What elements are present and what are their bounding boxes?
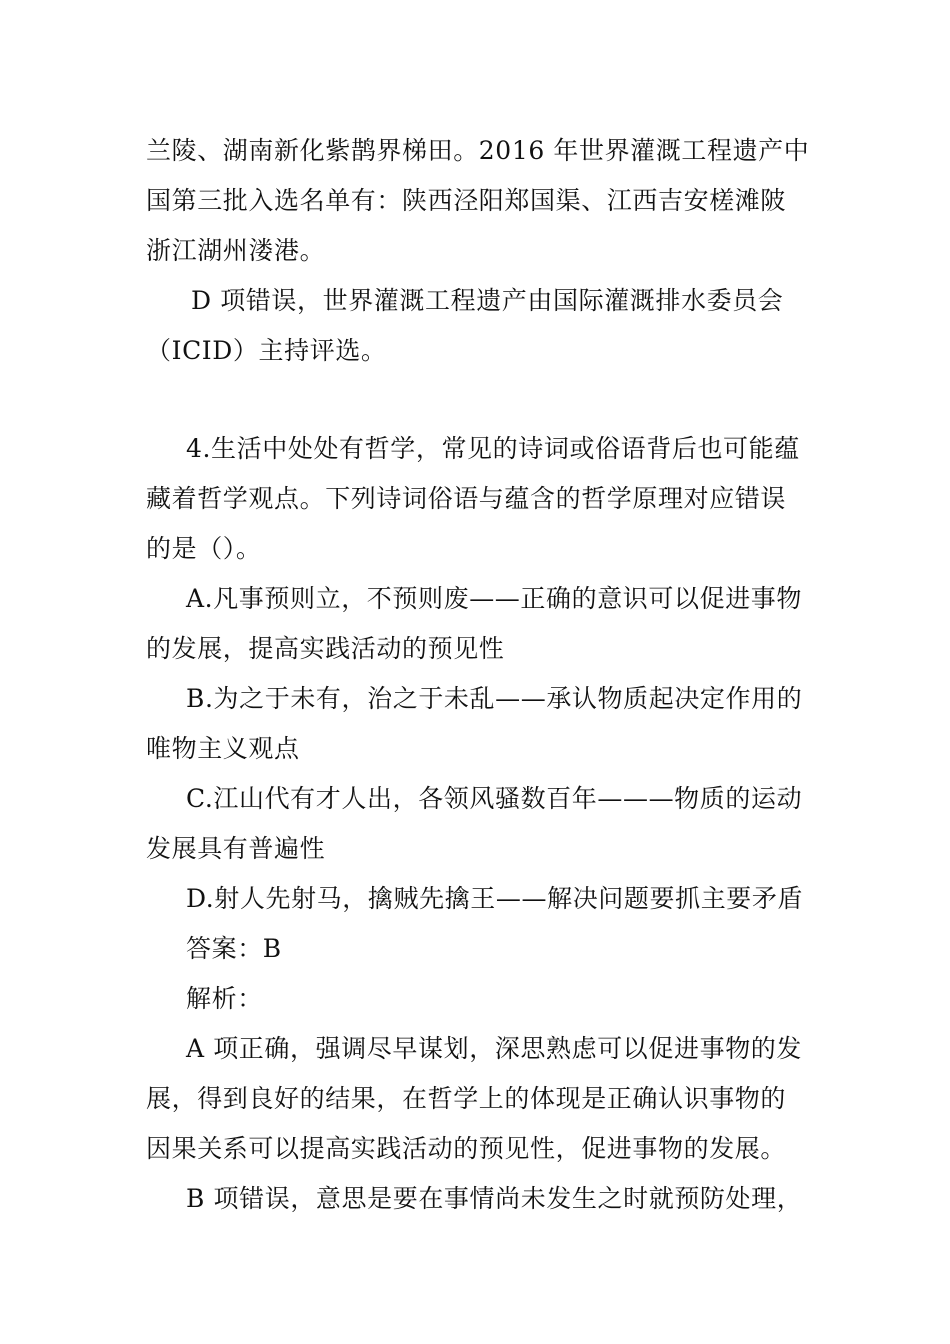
question-stem: 4.生活中处处有哲学，常见的诗词或俗语背后也可能蕴 [186,434,800,463]
text-line: D 项错误，世界灌溉工程遗产由国际灌溉排水委员会 [191,286,784,315]
text-line: 藏着哲学观点。下列诗词俗语与蕴含的哲学原理对应错误 [146,484,787,513]
text-line: 展，得到良好的结果，在哲学上的体现是正确认识事物的 [146,1084,787,1113]
option-b: B.为之于未有，治之于未乱——承认物质起决定作用的 [186,684,803,713]
option-c: C.江山代有才人出，各领风骚数百年———物质的运动 [186,784,803,813]
analysis-line: B 项错误，意思是要在事情尚未发生之时就预防处理， [186,1184,803,1213]
text-line: 因果关系可以提高实践活动的预见性，促进事物的发展。 [146,1134,787,1163]
text-line: 发展具有普遍性 [146,834,326,863]
text-line: （ICID）主持评选。 [146,336,387,365]
text-line: 国第三批入选名单有：陕西泾阳郑国渠、江西吉安槎滩陂 [146,186,787,215]
option-d: D.射人先射马，擒贼先擒王——解决问题要抓主要矛盾 [186,884,804,913]
text-line: 兰陵、湖南新化紫鹊界梯田。2016 年世界灌溉工程遗产中 [146,136,810,165]
option-a: A.凡事预则立，不预则废——正确的意识可以促进事物 [186,584,803,613]
analysis-line: A 项正确，强调尽早谋划，深思熟虑可以促进事物的发 [186,1034,803,1063]
text-line: 唯物主义观点 [146,734,300,763]
text-line: 的发展，提高实践活动的预见性 [146,634,505,663]
text-line: 的是（）。 [146,534,262,563]
text-line: 浙江湖州溇港。 [146,236,326,265]
analysis-heading: 解析： [186,984,263,1013]
answer-line: 答案：B [186,934,282,963]
